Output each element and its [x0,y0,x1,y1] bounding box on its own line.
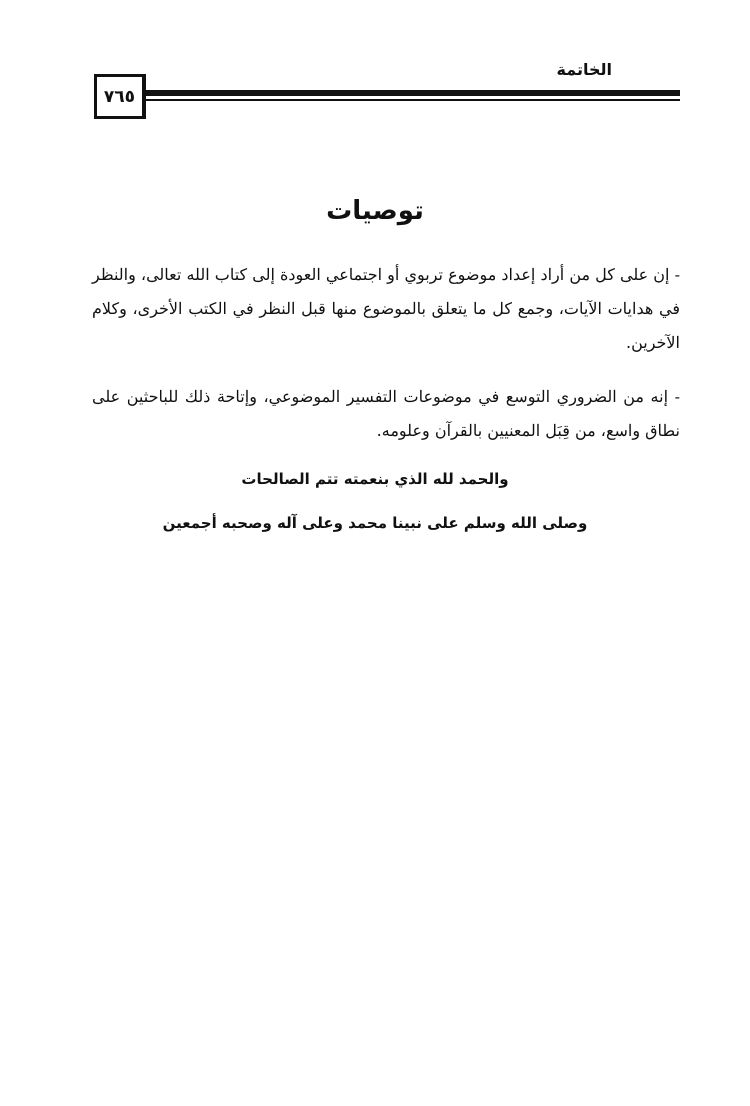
section-heading: توصيات [326,196,424,226]
recommendation-paragraph-1: - إن على كل من أراد إعداد موضوع تربوي أو اجتماعي العودة إلى كتاب الله تعالى، والنظر في هدايات الآيات، وجمع كل ما يتعلق بالموضوع منها قبل النظر في الكتب الأخرى، وكلام الآخرين. [92,265,680,352]
header-rule-thin [146,99,680,101]
page-number: ٧٦٥ [94,74,146,119]
closing-line-praise: والحمد لله الذي بنعمته تتم الصالحات [241,470,509,488]
header-rule [146,90,680,96]
running-header-title: الخاتمة [556,60,612,79]
recommendation-paragraph-2: - إنه من الضروري التوسع في موضوعات التفسير الموضوعي، وإتاحة ذلك للباحثين على نطاق واسع، من قِبَل المعنيين بالقرآن وعلومه. [92,387,680,440]
closing-line-salutation: وصلى الله وسلم على نبينا محمد وعلى آله وصحبه أجمعين [162,514,588,532]
